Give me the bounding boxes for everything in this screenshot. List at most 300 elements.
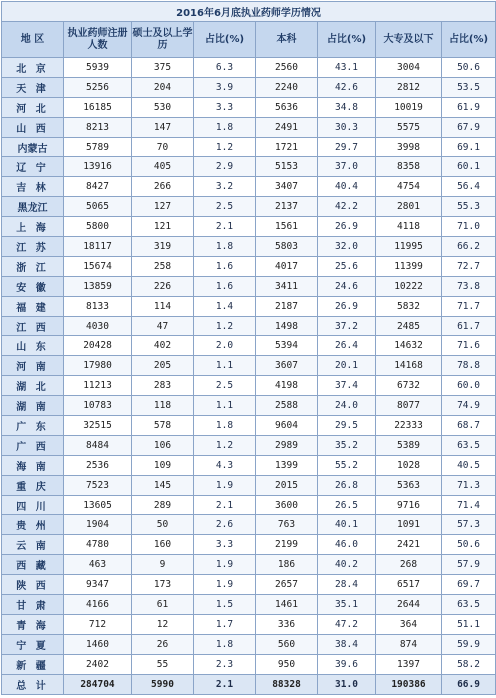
bachelor-cell: 1721	[256, 137, 318, 157]
registered-cell: 7523	[64, 475, 132, 495]
title-row	[2, 2, 496, 22]
bachelor-cell: 3407	[256, 177, 318, 197]
total-row	[2, 674, 496, 694]
masters-pct-cell: 1.7	[194, 614, 256, 634]
region-cell: 云 南	[2, 535, 64, 555]
registered-cell: 13605	[64, 495, 132, 515]
bachelor-cell: 1461	[256, 595, 318, 615]
bachelor-pct-cell: 26.4	[318, 336, 376, 356]
table-row	[2, 575, 496, 595]
college-below-pct-cell: 59.9	[442, 634, 496, 654]
bachelor-pct-cell: 35.1	[318, 595, 376, 615]
bachelor-cell: 5153	[256, 157, 318, 177]
college-below-pct-cell: 72.7	[442, 256, 496, 276]
bachelor-cell: 88328	[256, 674, 318, 694]
region-cell: 甘 肃	[2, 595, 64, 615]
table-row	[2, 316, 496, 336]
bachelor-pct-cell: 26.5	[318, 495, 376, 515]
masters-cell: 26	[132, 634, 194, 654]
table-row	[2, 535, 496, 555]
college-below-pct-cell: 66.2	[442, 237, 496, 257]
region-cell: 浙 江	[2, 256, 64, 276]
college-below-pct-cell: 56.4	[442, 177, 496, 197]
college-below-cell: 268	[376, 555, 442, 575]
region-cell: 青 海	[2, 614, 64, 634]
region-cell: 福 建	[2, 296, 64, 316]
region-cell: 山 西	[2, 117, 64, 137]
bachelor-pct-cell: 24.6	[318, 276, 376, 296]
bachelor-pct-cell: 37.4	[318, 376, 376, 396]
college-below-pct-cell: 50.6	[442, 535, 496, 555]
college-below-pct-cell: 67.9	[442, 117, 496, 137]
table-row	[2, 77, 496, 97]
college-below-cell: 11399	[376, 256, 442, 276]
bachelor-pct-cell: 38.4	[318, 634, 376, 654]
college-below-pct-cell: 50.6	[442, 58, 496, 78]
registered-cell: 8484	[64, 435, 132, 455]
masters-pct-cell: 2.6	[194, 515, 256, 535]
college-below-pct-cell: 63.5	[442, 595, 496, 615]
table-row	[2, 177, 496, 197]
college-below-cell: 22333	[376, 416, 442, 436]
table-row	[2, 515, 496, 535]
bachelor-pct-cell: 29.5	[318, 416, 376, 436]
table-row	[2, 495, 496, 515]
college-below-pct-cell: 71.7	[442, 296, 496, 316]
bachelor-cell: 9604	[256, 416, 318, 436]
masters-cell: 70	[132, 137, 194, 157]
registered-cell: 11213	[64, 376, 132, 396]
college-below-cell: 5575	[376, 117, 442, 137]
masters-pct-cell: 4.3	[194, 455, 256, 475]
masters-pct-cell: 1.2	[194, 137, 256, 157]
college-below-cell: 190386	[376, 674, 442, 694]
college-below-cell: 6732	[376, 376, 442, 396]
masters-pct-cell: 2.1	[194, 495, 256, 515]
registered-cell: 17980	[64, 356, 132, 376]
bachelor-cell: 2137	[256, 197, 318, 217]
masters-cell: 204	[132, 77, 194, 97]
college-below-cell: 11995	[376, 237, 442, 257]
bachelor-cell: 5394	[256, 336, 318, 356]
masters-pct-cell: 2.5	[194, 376, 256, 396]
bachelor-cell: 3600	[256, 495, 318, 515]
bachelor-pct-cell: 29.7	[318, 137, 376, 157]
masters-pct-cell: 3.3	[194, 535, 256, 555]
bachelor-cell: 2240	[256, 77, 318, 97]
masters-pct-cell: 1.8	[194, 117, 256, 137]
college-below-cell: 364	[376, 614, 442, 634]
region-cell: 广 东	[2, 416, 64, 436]
college-below-cell: 8358	[376, 157, 442, 177]
college-below-pct-cell: 71.0	[442, 217, 496, 237]
region-cell: 湖 南	[2, 396, 64, 416]
table-row	[2, 296, 496, 316]
registered-cell: 5800	[64, 217, 132, 237]
bachelor-cell: 3411	[256, 276, 318, 296]
college-below-cell: 14632	[376, 336, 442, 356]
bachelor-pct-cell: 24.0	[318, 396, 376, 416]
table-row	[2, 435, 496, 455]
college-below-pct-cell: 57.9	[442, 555, 496, 575]
registered-cell: 18117	[64, 237, 132, 257]
college-below-cell: 2644	[376, 595, 442, 615]
college-below-pct-cell: 69.7	[442, 575, 496, 595]
header-masters: 硕士及以上学历	[132, 22, 194, 58]
masters-cell: 47	[132, 316, 194, 336]
bachelor-pct-cell: 40.1	[318, 515, 376, 535]
college-below-pct-cell: 73.8	[442, 276, 496, 296]
college-below-pct-cell: 71.3	[442, 475, 496, 495]
masters-cell: 375	[132, 58, 194, 78]
college-below-pct-cell: 66.9	[442, 674, 496, 694]
college-below-cell: 10019	[376, 97, 442, 117]
bachelor-cell: 2187	[256, 296, 318, 316]
masters-cell: 283	[132, 376, 194, 396]
header-college-below: 大专及以下	[376, 22, 442, 58]
college-below-pct-cell: 71.4	[442, 495, 496, 515]
bachelor-cell: 2657	[256, 575, 318, 595]
bachelor-cell: 4198	[256, 376, 318, 396]
college-below-cell: 2421	[376, 535, 442, 555]
region-cell: 宁 夏	[2, 634, 64, 654]
education-stats-table	[1, 1, 496, 695]
region-cell: 重 庆	[2, 475, 64, 495]
registered-cell: 8427	[64, 177, 132, 197]
region-cell: 黑龙江	[2, 197, 64, 217]
registered-cell: 4030	[64, 316, 132, 336]
bachelor-pct-cell: 39.6	[318, 654, 376, 674]
masters-cell: 50	[132, 515, 194, 535]
bachelor-pct-cell: 35.2	[318, 435, 376, 455]
masters-cell: 9	[132, 555, 194, 575]
bachelor-pct-cell: 30.3	[318, 117, 376, 137]
table-row	[2, 614, 496, 634]
bachelor-cell: 5636	[256, 97, 318, 117]
bachelor-cell: 1498	[256, 316, 318, 336]
region-cell: 总 计	[2, 674, 64, 694]
bachelor-cell: 2199	[256, 535, 318, 555]
masters-pct-cell: 1.6	[194, 276, 256, 296]
table-row	[2, 416, 496, 436]
masters-cell: 145	[132, 475, 194, 495]
region-cell: 江 西	[2, 316, 64, 336]
table-row	[2, 117, 496, 137]
masters-pct-cell: 2.0	[194, 336, 256, 356]
college-below-cell: 5363	[376, 475, 442, 495]
table-row	[2, 197, 496, 217]
registered-cell: 20428	[64, 336, 132, 356]
table-body	[2, 58, 496, 695]
table-row	[2, 137, 496, 157]
masters-cell: 402	[132, 336, 194, 356]
college-below-cell: 9716	[376, 495, 442, 515]
college-below-cell: 874	[376, 634, 442, 654]
region-cell: 辽 宁	[2, 157, 64, 177]
college-below-cell: 1397	[376, 654, 442, 674]
table-row	[2, 555, 496, 575]
college-below-cell: 2801	[376, 197, 442, 217]
masters-pct-cell: 1.5	[194, 595, 256, 615]
masters-pct-cell: 1.8	[194, 634, 256, 654]
masters-cell: 5990	[132, 674, 194, 694]
bachelor-pct-cell: 37.0	[318, 157, 376, 177]
header-college-below-pct: 占比(%)	[442, 22, 496, 58]
region-cell: 广 西	[2, 435, 64, 455]
college-below-cell: 3004	[376, 58, 442, 78]
bachelor-pct-cell: 40.4	[318, 177, 376, 197]
college-below-cell: 8077	[376, 396, 442, 416]
college-below-pct-cell: 60.0	[442, 376, 496, 396]
masters-cell: 147	[132, 117, 194, 137]
masters-pct-cell: 2.3	[194, 654, 256, 674]
bachelor-cell: 186	[256, 555, 318, 575]
registered-cell: 13916	[64, 157, 132, 177]
masters-pct-cell: 3.3	[194, 97, 256, 117]
masters-cell: 258	[132, 256, 194, 276]
registered-cell: 712	[64, 614, 132, 634]
region-cell: 吉 林	[2, 177, 64, 197]
college-below-pct-cell: 63.5	[442, 435, 496, 455]
registered-cell: 15674	[64, 256, 132, 276]
masters-pct-cell: 2.1	[194, 217, 256, 237]
region-cell: 西 藏	[2, 555, 64, 575]
registered-cell: 5939	[64, 58, 132, 78]
registered-cell: 1904	[64, 515, 132, 535]
registered-cell: 5065	[64, 197, 132, 217]
registered-cell: 10783	[64, 396, 132, 416]
masters-cell: 118	[132, 396, 194, 416]
bachelor-pct-cell: 32.0	[318, 237, 376, 257]
header-region: 地 区	[2, 22, 64, 58]
masters-pct-cell: 2.1	[194, 674, 256, 694]
table-row	[2, 256, 496, 276]
table-row	[2, 157, 496, 177]
region-cell: 内蒙古	[2, 137, 64, 157]
masters-cell: 405	[132, 157, 194, 177]
bachelor-pct-cell: 42.2	[318, 197, 376, 217]
masters-pct-cell: 1.6	[194, 256, 256, 276]
masters-pct-cell: 2.9	[194, 157, 256, 177]
table-title: 2016年6月底执业药师学历情况	[2, 2, 496, 22]
registered-cell: 284704	[64, 674, 132, 694]
masters-pct-cell: 1.4	[194, 296, 256, 316]
bachelor-cell: 2989	[256, 435, 318, 455]
college-below-cell: 10222	[376, 276, 442, 296]
masters-pct-cell: 1.8	[194, 237, 256, 257]
masters-cell: 121	[132, 217, 194, 237]
masters-pct-cell: 1.2	[194, 435, 256, 455]
masters-pct-cell: 1.8	[194, 416, 256, 436]
bachelor-pct-cell: 26.9	[318, 296, 376, 316]
bachelor-pct-cell: 40.2	[318, 555, 376, 575]
masters-cell: 289	[132, 495, 194, 515]
bachelor-cell: 763	[256, 515, 318, 535]
masters-cell: 106	[132, 435, 194, 455]
bachelor-cell: 1561	[256, 217, 318, 237]
college-below-pct-cell: 69.1	[442, 137, 496, 157]
college-below-pct-cell: 55.3	[442, 197, 496, 217]
college-below-pct-cell: 61.9	[442, 97, 496, 117]
registered-cell: 2536	[64, 455, 132, 475]
table-row	[2, 634, 496, 654]
bachelor-cell: 336	[256, 614, 318, 634]
registered-cell: 32515	[64, 416, 132, 436]
table-row	[2, 595, 496, 615]
bachelor-cell: 2015	[256, 475, 318, 495]
header-bachelor-pct: 占比(%)	[318, 22, 376, 58]
masters-pct-cell: 1.2	[194, 316, 256, 336]
region-cell: 四 川	[2, 495, 64, 515]
masters-cell: 226	[132, 276, 194, 296]
bachelor-pct-cell: 28.4	[318, 575, 376, 595]
region-cell: 贵 州	[2, 515, 64, 535]
registered-cell: 463	[64, 555, 132, 575]
region-cell: 北 京	[2, 58, 64, 78]
bachelor-pct-cell: 46.0	[318, 535, 376, 555]
region-cell: 海 南	[2, 455, 64, 475]
table-row	[2, 58, 496, 78]
college-below-cell: 6517	[376, 575, 442, 595]
college-below-pct-cell: 71.6	[442, 336, 496, 356]
college-below-cell: 4754	[376, 177, 442, 197]
bachelor-cell: 1399	[256, 455, 318, 475]
bachelor-cell: 560	[256, 634, 318, 654]
college-below-pct-cell: 58.2	[442, 654, 496, 674]
college-below-pct-cell: 60.1	[442, 157, 496, 177]
header-registered-total: 执业药师注册人数	[64, 22, 132, 58]
registered-cell: 4166	[64, 595, 132, 615]
college-below-pct-cell: 78.8	[442, 356, 496, 376]
table-row	[2, 455, 496, 475]
table-row	[2, 217, 496, 237]
college-below-pct-cell: 61.7	[442, 316, 496, 336]
masters-pct-cell: 1.9	[194, 555, 256, 575]
table-row	[2, 376, 496, 396]
bachelor-pct-cell: 26.9	[318, 217, 376, 237]
bachelor-pct-cell: 43.1	[318, 58, 376, 78]
table-row	[2, 336, 496, 356]
masters-cell: 127	[132, 197, 194, 217]
table-row	[2, 97, 496, 117]
registered-cell: 8133	[64, 296, 132, 316]
table-row	[2, 356, 496, 376]
college-below-cell: 5389	[376, 435, 442, 455]
masters-cell: 205	[132, 356, 194, 376]
bachelor-pct-cell: 20.1	[318, 356, 376, 376]
college-below-pct-cell: 57.3	[442, 515, 496, 535]
registered-cell: 8213	[64, 117, 132, 137]
college-below-pct-cell: 74.9	[442, 396, 496, 416]
college-below-cell: 1028	[376, 455, 442, 475]
bachelor-cell: 5803	[256, 237, 318, 257]
bachelor-pct-cell: 42.6	[318, 77, 376, 97]
college-below-cell: 14168	[376, 356, 442, 376]
masters-pct-cell: 1.1	[194, 356, 256, 376]
bachelor-cell: 3607	[256, 356, 318, 376]
bachelor-cell: 2491	[256, 117, 318, 137]
college-below-cell: 5832	[376, 296, 442, 316]
header-row	[2, 22, 496, 58]
region-cell: 河 北	[2, 97, 64, 117]
region-cell: 江 苏	[2, 237, 64, 257]
bachelor-pct-cell: 26.8	[318, 475, 376, 495]
masters-cell: 173	[132, 575, 194, 595]
bachelor-cell: 950	[256, 654, 318, 674]
registered-cell: 1460	[64, 634, 132, 654]
bachelor-pct-cell: 25.6	[318, 256, 376, 276]
registered-cell: 5256	[64, 77, 132, 97]
region-cell: 河 南	[2, 356, 64, 376]
registered-cell: 2402	[64, 654, 132, 674]
masters-cell: 578	[132, 416, 194, 436]
masters-pct-cell: 2.5	[194, 197, 256, 217]
bachelor-cell: 2560	[256, 58, 318, 78]
table-row	[2, 475, 496, 495]
header-bachelor: 本科	[256, 22, 318, 58]
masters-cell: 114	[132, 296, 194, 316]
college-below-pct-cell: 40.5	[442, 455, 496, 475]
college-below-cell: 2812	[376, 77, 442, 97]
registered-cell: 4780	[64, 535, 132, 555]
region-cell: 安 徽	[2, 276, 64, 296]
masters-cell: 12	[132, 614, 194, 634]
college-below-pct-cell: 53.5	[442, 77, 496, 97]
masters-pct-cell: 6.3	[194, 58, 256, 78]
masters-pct-cell: 3.9	[194, 77, 256, 97]
table-row	[2, 654, 496, 674]
report-table-container	[1, 1, 495, 696]
college-below-cell: 1091	[376, 515, 442, 535]
registered-cell: 5789	[64, 137, 132, 157]
table-row	[2, 237, 496, 257]
masters-pct-cell: 1.1	[194, 396, 256, 416]
registered-cell: 13859	[64, 276, 132, 296]
masters-pct-cell: 1.9	[194, 575, 256, 595]
bachelor-pct-cell: 31.0	[318, 674, 376, 694]
region-cell: 山 东	[2, 336, 64, 356]
masters-cell: 266	[132, 177, 194, 197]
bachelor-pct-cell: 34.8	[318, 97, 376, 117]
table-row	[2, 276, 496, 296]
bachelor-pct-cell: 37.2	[318, 316, 376, 336]
college-below-cell: 4118	[376, 217, 442, 237]
registered-cell: 9347	[64, 575, 132, 595]
region-cell: 陕 西	[2, 575, 64, 595]
masters-cell: 530	[132, 97, 194, 117]
college-below-pct-cell: 68.7	[442, 416, 496, 436]
region-cell: 新 疆	[2, 654, 64, 674]
region-cell: 天 津	[2, 77, 64, 97]
bachelor-pct-cell: 47.2	[318, 614, 376, 634]
region-cell: 上 海	[2, 217, 64, 237]
masters-cell: 109	[132, 455, 194, 475]
masters-cell: 319	[132, 237, 194, 257]
bachelor-cell: 4017	[256, 256, 318, 276]
table-row	[2, 396, 496, 416]
bachelor-pct-cell: 55.2	[318, 455, 376, 475]
college-below-cell: 3998	[376, 137, 442, 157]
registered-cell: 16185	[64, 97, 132, 117]
masters-pct-cell: 3.2	[194, 177, 256, 197]
masters-pct-cell: 1.9	[194, 475, 256, 495]
college-below-pct-cell: 51.1	[442, 614, 496, 634]
region-cell: 湖 北	[2, 376, 64, 396]
masters-cell: 160	[132, 535, 194, 555]
masters-cell: 61	[132, 595, 194, 615]
bachelor-cell: 2588	[256, 396, 318, 416]
header-masters-pct: 占比(%)	[194, 22, 256, 58]
